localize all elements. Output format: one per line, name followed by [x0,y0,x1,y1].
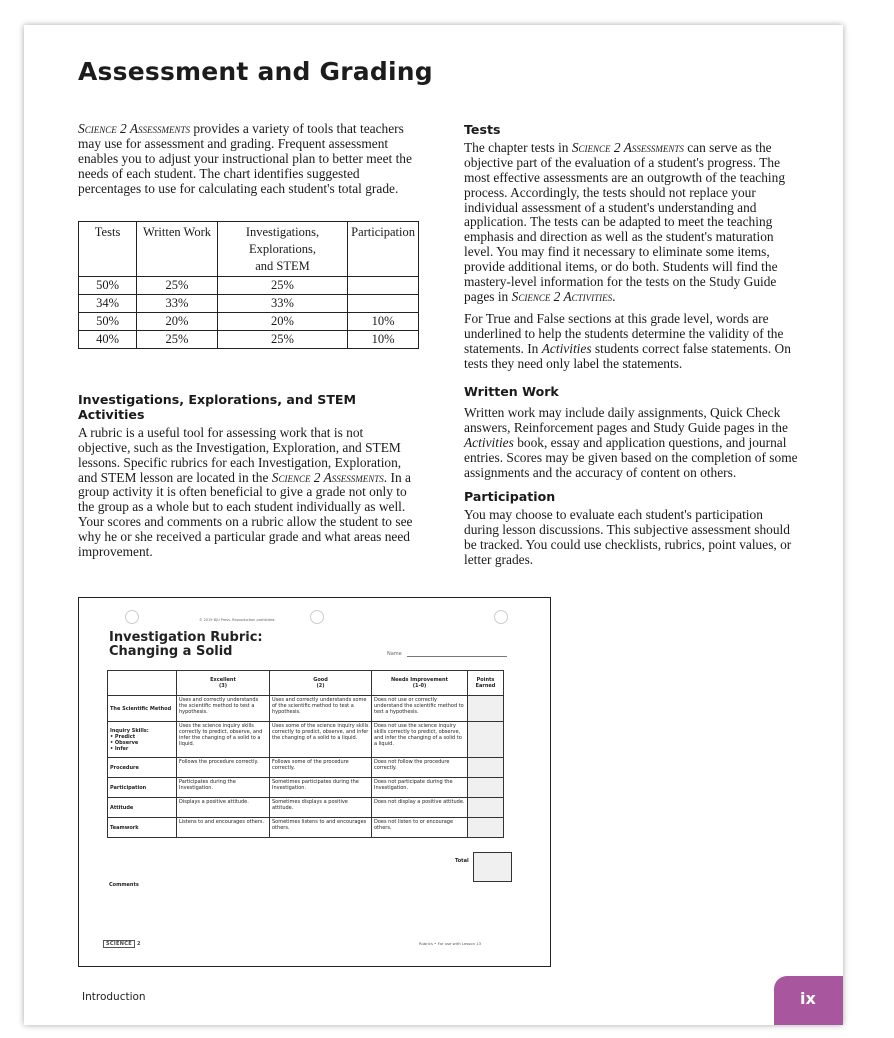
document-page [24,25,843,1025]
rubric-points-cell [468,696,504,722]
rubric-cell: Listens to and encourages others. [177,818,270,838]
rubric-cell: Follows the procedure correctly. [177,758,270,778]
rubric-cell: Does not display a positive attitude. [372,798,468,818]
rubric-cell: Follows some of the procedure correctly. [270,758,372,778]
table-row [79,277,419,295]
rubric-criterion: Attitude [108,798,177,818]
rubric-title [109,631,263,659]
rubric-copyright: © 2019 BJU Press. Reproduction prohibited. [199,618,276,622]
table-cell: 10% [348,313,419,331]
table-cell [348,277,419,295]
table-cell: 40% [79,331,137,349]
table-cell [348,295,419,313]
rubric-cell: Uses and correctly understands some of the scientific method to test a hypothesis. [270,696,372,722]
rubric-table [107,670,504,838]
tests-p2-italic: Activities [541,340,592,356]
rubric-points-cell [468,798,504,818]
right-column [464,123,800,574]
intro-brand: Science 2 Assessments [78,121,191,136]
written-work-paragraph [464,406,800,481]
rubric-header-row [108,671,504,696]
rubric-cell: Does not participate during the Investigation. [372,778,468,798]
rubric-points-cell [468,758,504,778]
grade-header-inv-line1: Investigations, [245,225,320,239]
rubric-criterion-label: Inquiry Skills: [110,727,149,734]
tests-p2-a: For True and False sections at this grade level, words are underlined to help the students determine the validity of the statements. In [464,310,784,356]
rubric-cell: Does not use or correctly understand the scientific method to test a hypothesis. [372,696,468,722]
page-title: Assessment and Grading [78,57,433,86]
rubric-header-sub: (1-0) [412,683,427,689]
table-row [108,778,504,798]
table-row [79,295,419,313]
rubric-header-needs [372,671,468,696]
rubric-points-cell [468,818,504,838]
rubric-header-sub: (3) [218,683,228,689]
rubric-name-label: Name [387,651,402,657]
rubric-cell: Uses the science inquiry skills correctly to predict, observe, and infer the changing of a solid to a liquid. [177,722,270,758]
table-cell: 25% [217,331,347,349]
table-cell: 25% [217,277,347,295]
page-number: ix [800,989,816,1008]
written-work-heading: Written Work [464,383,559,399]
table-cell: 20% [217,313,347,331]
investigations-text-b: . In a group activity it is often beneficial to give a grade not only to the group as a whole but to each student individually as well. Your scores and comments on a rubric allow the student to see why he or she received a particular grade and what areas need improvement. [78,469,413,560]
rubric-header-points: Points Earned [468,671,504,696]
rubric-criterion-bullets: • Predict • Observe • Infer [110,733,139,752]
rubric-title-line1: Investigation Rubric: [109,630,263,645]
intro-paragraph [78,122,419,204]
written-italic: Activities [464,435,514,451]
table-cell: 25% [137,331,218,349]
rubric-points-cell [468,778,504,798]
rubric-cell: Uses and correctly understands the scientific method to test a hypothesis. [177,696,270,722]
investigations-section [78,393,419,567]
table-row [108,818,504,838]
rubric-image [78,597,551,967]
rubric-cell: Sometimes listens to and encourages others. [270,818,372,838]
rubric-header-label: Good [313,677,328,683]
table-cell: 50% [79,277,137,295]
rubric-cell: Does not listen to or encourage others. [372,818,468,838]
investigations-text-a: A rubric is a useful tool for assessing work that is not objective, such as the Investigation, Exploration, and STEM lessons. Specific rubrics for each Investigation, Exploration, and STEM lesson are located in the [78,424,402,485]
grade-header-written: Written Work [137,222,218,277]
participation-heading: Participation [464,488,556,504]
table-row [79,331,419,349]
binder-hole [125,610,139,624]
participation-paragraph: You may choose to evaluate each student's participation during lesson discussions. This subjective assessment should be tracked. You could use checklists, rubrics, point values, or letter grades. [464,506,792,567]
rubric-cell: Displays a positive attitude. [177,798,270,818]
grade-percentage-table [78,221,419,349]
rubric-total-label: Total [455,858,469,864]
investigations-heading: Investigations, Explorations, and STEM Activities [78,392,357,422]
grade-header-tests: Tests [79,222,137,277]
rubric-criterion: The Scientific Method [108,696,177,722]
table-cell: 20% [137,313,218,331]
table-row [79,313,419,331]
binder-hole [494,610,508,624]
grade-table-header-row [79,222,419,277]
tests-brand: Science 2 Assessments [571,139,684,155]
rubric-cell: Uses some of the science inquiry skills correctly to predict, observe, and infer the changing of a solid to a liquid. [270,722,372,758]
rubric-cell: Participates during the Investigation. [177,778,270,798]
table-cell: 25% [137,277,218,295]
rubric-cell: Does not follow the procedure correctly. [372,758,468,778]
table-cell: 34% [79,295,137,313]
rubric-criterion [108,722,177,758]
table-row [108,696,504,722]
rubric-cell: Sometimes displays a positive attitude. [270,798,372,818]
binder-hole [310,610,324,624]
table-cell: 33% [217,295,347,313]
rubric-cell: Sometimes participates during the Investigation. [270,778,372,798]
rubric-header-sub: (2) [316,683,325,689]
table-cell: 33% [137,295,218,313]
written-text-b: book, essay and application questions, and journal entries. Scores may be given based on the completion of some assignments and the accuracy of content on others. [464,435,798,481]
grade-header-inv-line2: Explorations, [248,242,316,256]
science-logo-text: SCIENCE [103,940,135,948]
page-number-tab [774,976,843,1025]
rubric-footer: Rubrics • For use with Lesson 13 [419,941,482,946]
rubric-total-box [473,852,512,882]
tests-brand-2: Science 2 Activities [511,288,613,304]
tests-p2-b: students correct false statements. On tests they need only label the statements. [464,340,791,371]
rubric-criterion: Procedure [108,758,177,778]
science-logo-number: 2 [136,941,141,947]
rubric-header-label: Excellent [210,677,236,683]
rubric-points-cell [468,722,504,758]
tests-paragraph-2 [464,312,800,372]
footer-section-label: Introduction [82,991,146,1003]
table-row [108,722,504,758]
table-cell: 10% [348,331,419,349]
grade-header-investigations [217,222,347,277]
written-text-a: Written work may include daily assignments, Quick Check answers, Reinforcement pages and Study Guide pages in the [464,405,788,436]
rubric-criterion: Teamwork [108,818,177,838]
grade-header-inv-line3: and STEM [255,259,310,273]
table-row [108,758,504,778]
rubric-name-line [407,656,507,657]
rubric-header-blank [108,671,177,696]
grade-header-participation: Participation [348,222,419,277]
investigations-brand: Science 2 Assessments [271,469,384,485]
science-logo [103,940,141,948]
intro-text: provides a variety of tools that teachers may use for assessment and grading. Frequent assessment enables you to adjust your instructional plan to better meet the needs of each student. The chart identifies suggested percentages to use for calculating each student's total grade. [78,121,412,196]
rubric-cell: Does not use the science inquiry skills correctly to predict, observe, and infer the changing of a solid to a liquid. [372,722,468,758]
table-row [108,798,504,818]
tests-heading: Tests [464,122,501,137]
rubric-header-excellent [177,671,270,696]
rubric-header-label: Needs Improvement [390,677,448,683]
rubric-criterion: Participation [108,778,177,798]
rubric-header-good [270,671,372,696]
tests-text-b: can serve as the objective part of the evaluation of a student's progress. The most effective assessments are an outgrowth of the teaching process. Accordingly, the tests should not replace your individual assessment of a student's understanding and application. The tests can be adapted to meet the teaching emphasis and direction as well as the student's maturation level. You may find it necessary to eliminate some items, provide additional items, or do both. Students will find the mastery-level information for the tests on the Study Guide pages in [464,139,786,304]
table-cell: 50% [79,313,137,331]
tests-text-a: The chapter tests in [464,139,569,155]
rubric-comments-label: Comments [109,882,139,888]
tests-paragraph-1 [464,141,800,305]
rubric-title-line2: Changing a Solid [109,644,233,659]
tests-text-c: . [612,288,616,304]
